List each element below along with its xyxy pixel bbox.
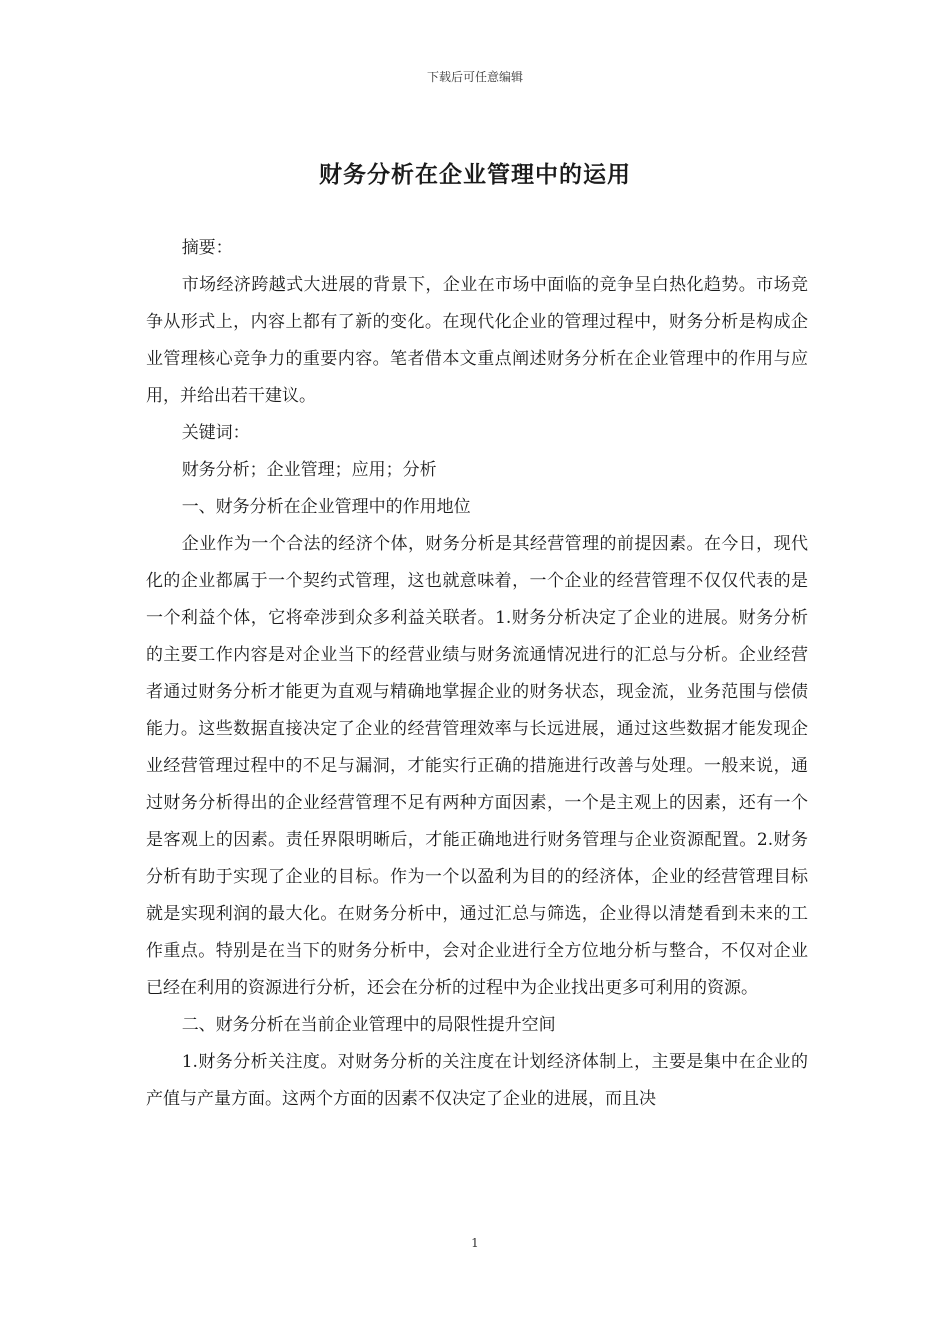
abstract-paragraph: 市场经济跨越式大进展的背景下，企业在市场中面临的竞争呈白热化趋势。市场竞争从形式上，内容上都有了新的变化。在现代化企业的管理过程中，财务分析是构成企业管理核心竞争力的重要内容。笔者借本文重点阐述财务分析在企业管理中的作用与应用，并给出若干建议。	[146, 275, 808, 406]
section-2-paragraph: 1.财务分析关注度。对财务分析的关注度在计划经济体制上，主要是集中在企业的产值与产量方面。这两个方面的因素不仅决定了企业的进展，而且决	[146, 1052, 808, 1109]
document-title: 财务分析在企业管理中的运用	[319, 161, 631, 188]
section-1-heading: 一、财务分析在企业管理中的作用地位	[181, 497, 471, 517]
keywords-label: 关键词：	[181, 423, 250, 443]
page-number: 1	[471, 1236, 479, 1250]
section-2-heading: 二、财务分析在当前企业管理中的局限性提升空间	[181, 1015, 556, 1035]
document-body	[146, 230, 808, 1118]
header-note: 下载后可任意编辑	[426, 70, 523, 84]
section-1-paragraph: 企业作为一个合法的经济个体，财务分析是其经营管理的前提因素。在今日，现代化的企业都属于一个契约式管理，这也就意味着，一个企业的经营管理不仅仅代表的是一个利益个体，它将牵涉到众多利益关联者。1.财务分析决定了企业的进展。财务分析的主要工作内容是对企业当下的经营业绩与财务流通情况进行的汇总与分析。企业经营者通过财务分析才能更为直观与精确地掌握企业的财务状态，现金流，业务范围与偿债能力。这些数据直接决定了企业的经营管理效率与长远进展，通过这些数据才能发现企业经营管理过程中的不足与漏洞，才能实行正确的措施进行改善与处理。一般来说，通过财务分析得出的企业经营管理不足有两种方面因素，一个是主观上的因素，还有一个是客观上的因素。责任界限明晰后，才能正确地进行财务管理与企业资源配置。2.财务分析有助于实现了企业的目标。作为一个以盈利为目的的经济体，企业的经营管理目标就是实现利润的最大化。在财务分析中，通过汇总与筛选，企业得以清楚看到未来的工作重点。特别是在当下的财务分析中，会对企业进行全方位地分析与整合，不仅对企业已经在利用的资源进行分析，还会在分析的过程中为企业找出更多可利用的资源。	[146, 534, 808, 998]
abstract-label: 摘要：	[181, 238, 233, 258]
keywords-paragraph: 财务分析；企业管理；应用；分析	[181, 460, 437, 480]
